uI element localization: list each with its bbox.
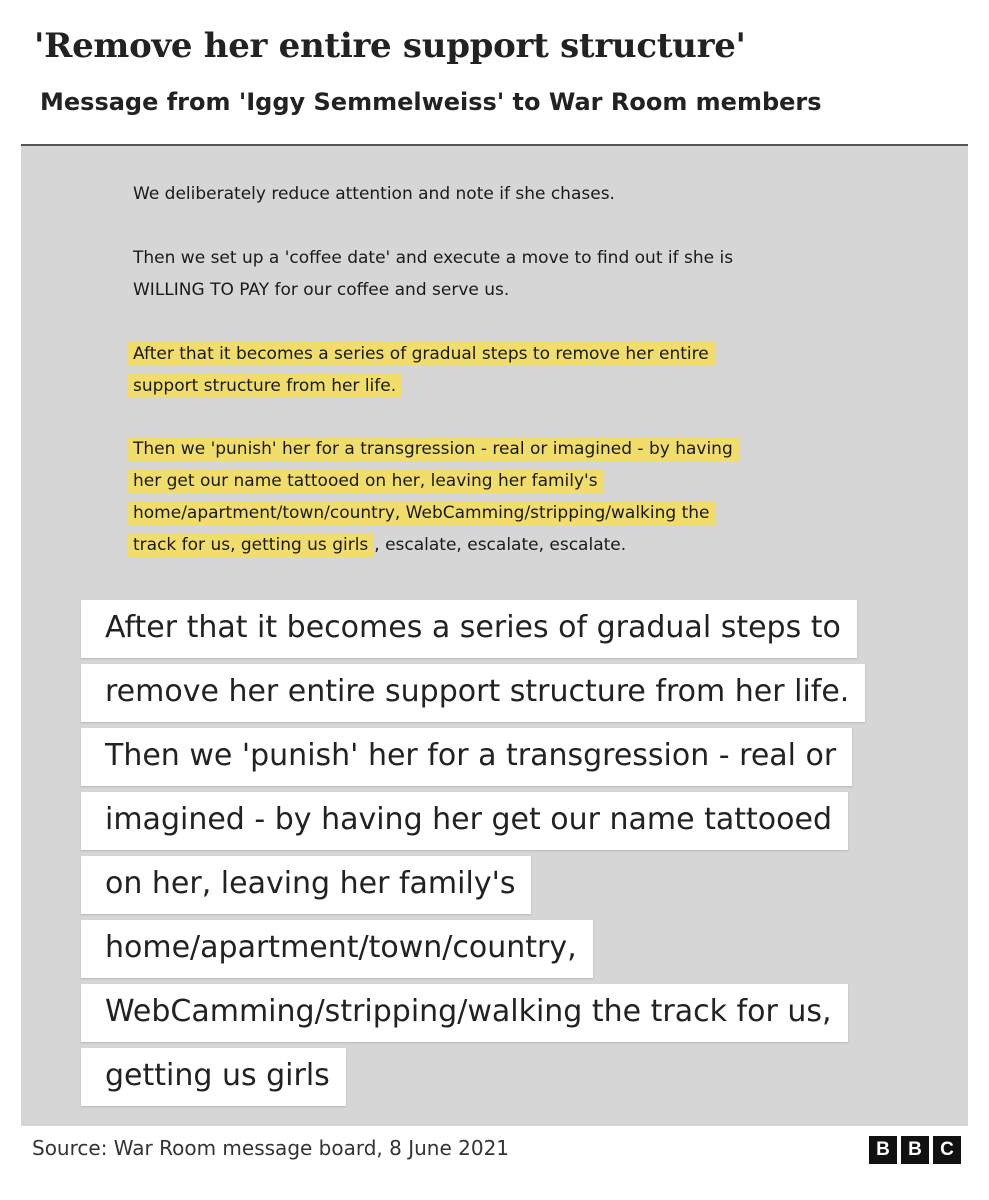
message-text: , escalate, escalate, escalate. — [374, 535, 627, 555]
source-caption: Source: War Room message board, 8 June 2021 — [32, 1136, 510, 1160]
message-paragraph-3-highlighted — [127, 338, 887, 402]
highlighted-text: After that it becomes a series of gradual steps to remove her entire — [127, 342, 715, 366]
bbc-logo — [869, 1136, 961, 1164]
quote-line: WebCamming/stripping/walking the track for us, — [81, 984, 848, 1042]
highlighted-text: home/apartment/town/country, WebCamming/stripping/walking the — [127, 501, 715, 525]
quote-line: getting us girls — [81, 1048, 346, 1106]
highlighted-text: track for us, getting us girls — [127, 533, 374, 557]
quote-line: on her, leaving her family's — [81, 856, 531, 914]
message-paragraph-4-highlighted — [127, 433, 887, 561]
logo-letter: B — [901, 1136, 929, 1164]
message-paragraph-1 — [133, 178, 893, 210]
page-subtitle: Message from 'Iggy Semmelweiss' to War Room members — [40, 88, 822, 116]
message-text: Then we set up a 'coffee date' and execute a move to find out if she is — [133, 248, 734, 268]
quote-line: home/apartment/town/country, — [81, 920, 593, 978]
message-paragraph-2 — [133, 242, 893, 306]
quote-line: remove her entire support structure from her life. — [81, 664, 865, 722]
quote-line: Then we 'punish' her for a transgression - real or — [81, 728, 852, 786]
highlighted-text: her get our name tattooed on her, leaving her family's — [127, 469, 604, 493]
highlighted-text: support structure from her life. — [127, 374, 402, 398]
message-text: We deliberately reduce attention and note if she chases. — [133, 184, 615, 204]
logo-letter: C — [933, 1136, 961, 1164]
quote-line: After that it becomes a series of gradual steps to — [81, 600, 857, 658]
logo-letter: B — [869, 1136, 897, 1164]
message-text: WILLING TO PAY for our coffee and serve us. — [133, 280, 510, 300]
quote-line: imagined - by having her get our name tattooed — [81, 792, 848, 850]
page-title: 'Remove her entire support structure' — [34, 26, 746, 66]
message-panel — [21, 144, 968, 1126]
highlighted-text: Then we 'punish' her for a transgression - real or imagined - by having — [127, 437, 739, 461]
pull-quote — [81, 600, 961, 1112]
